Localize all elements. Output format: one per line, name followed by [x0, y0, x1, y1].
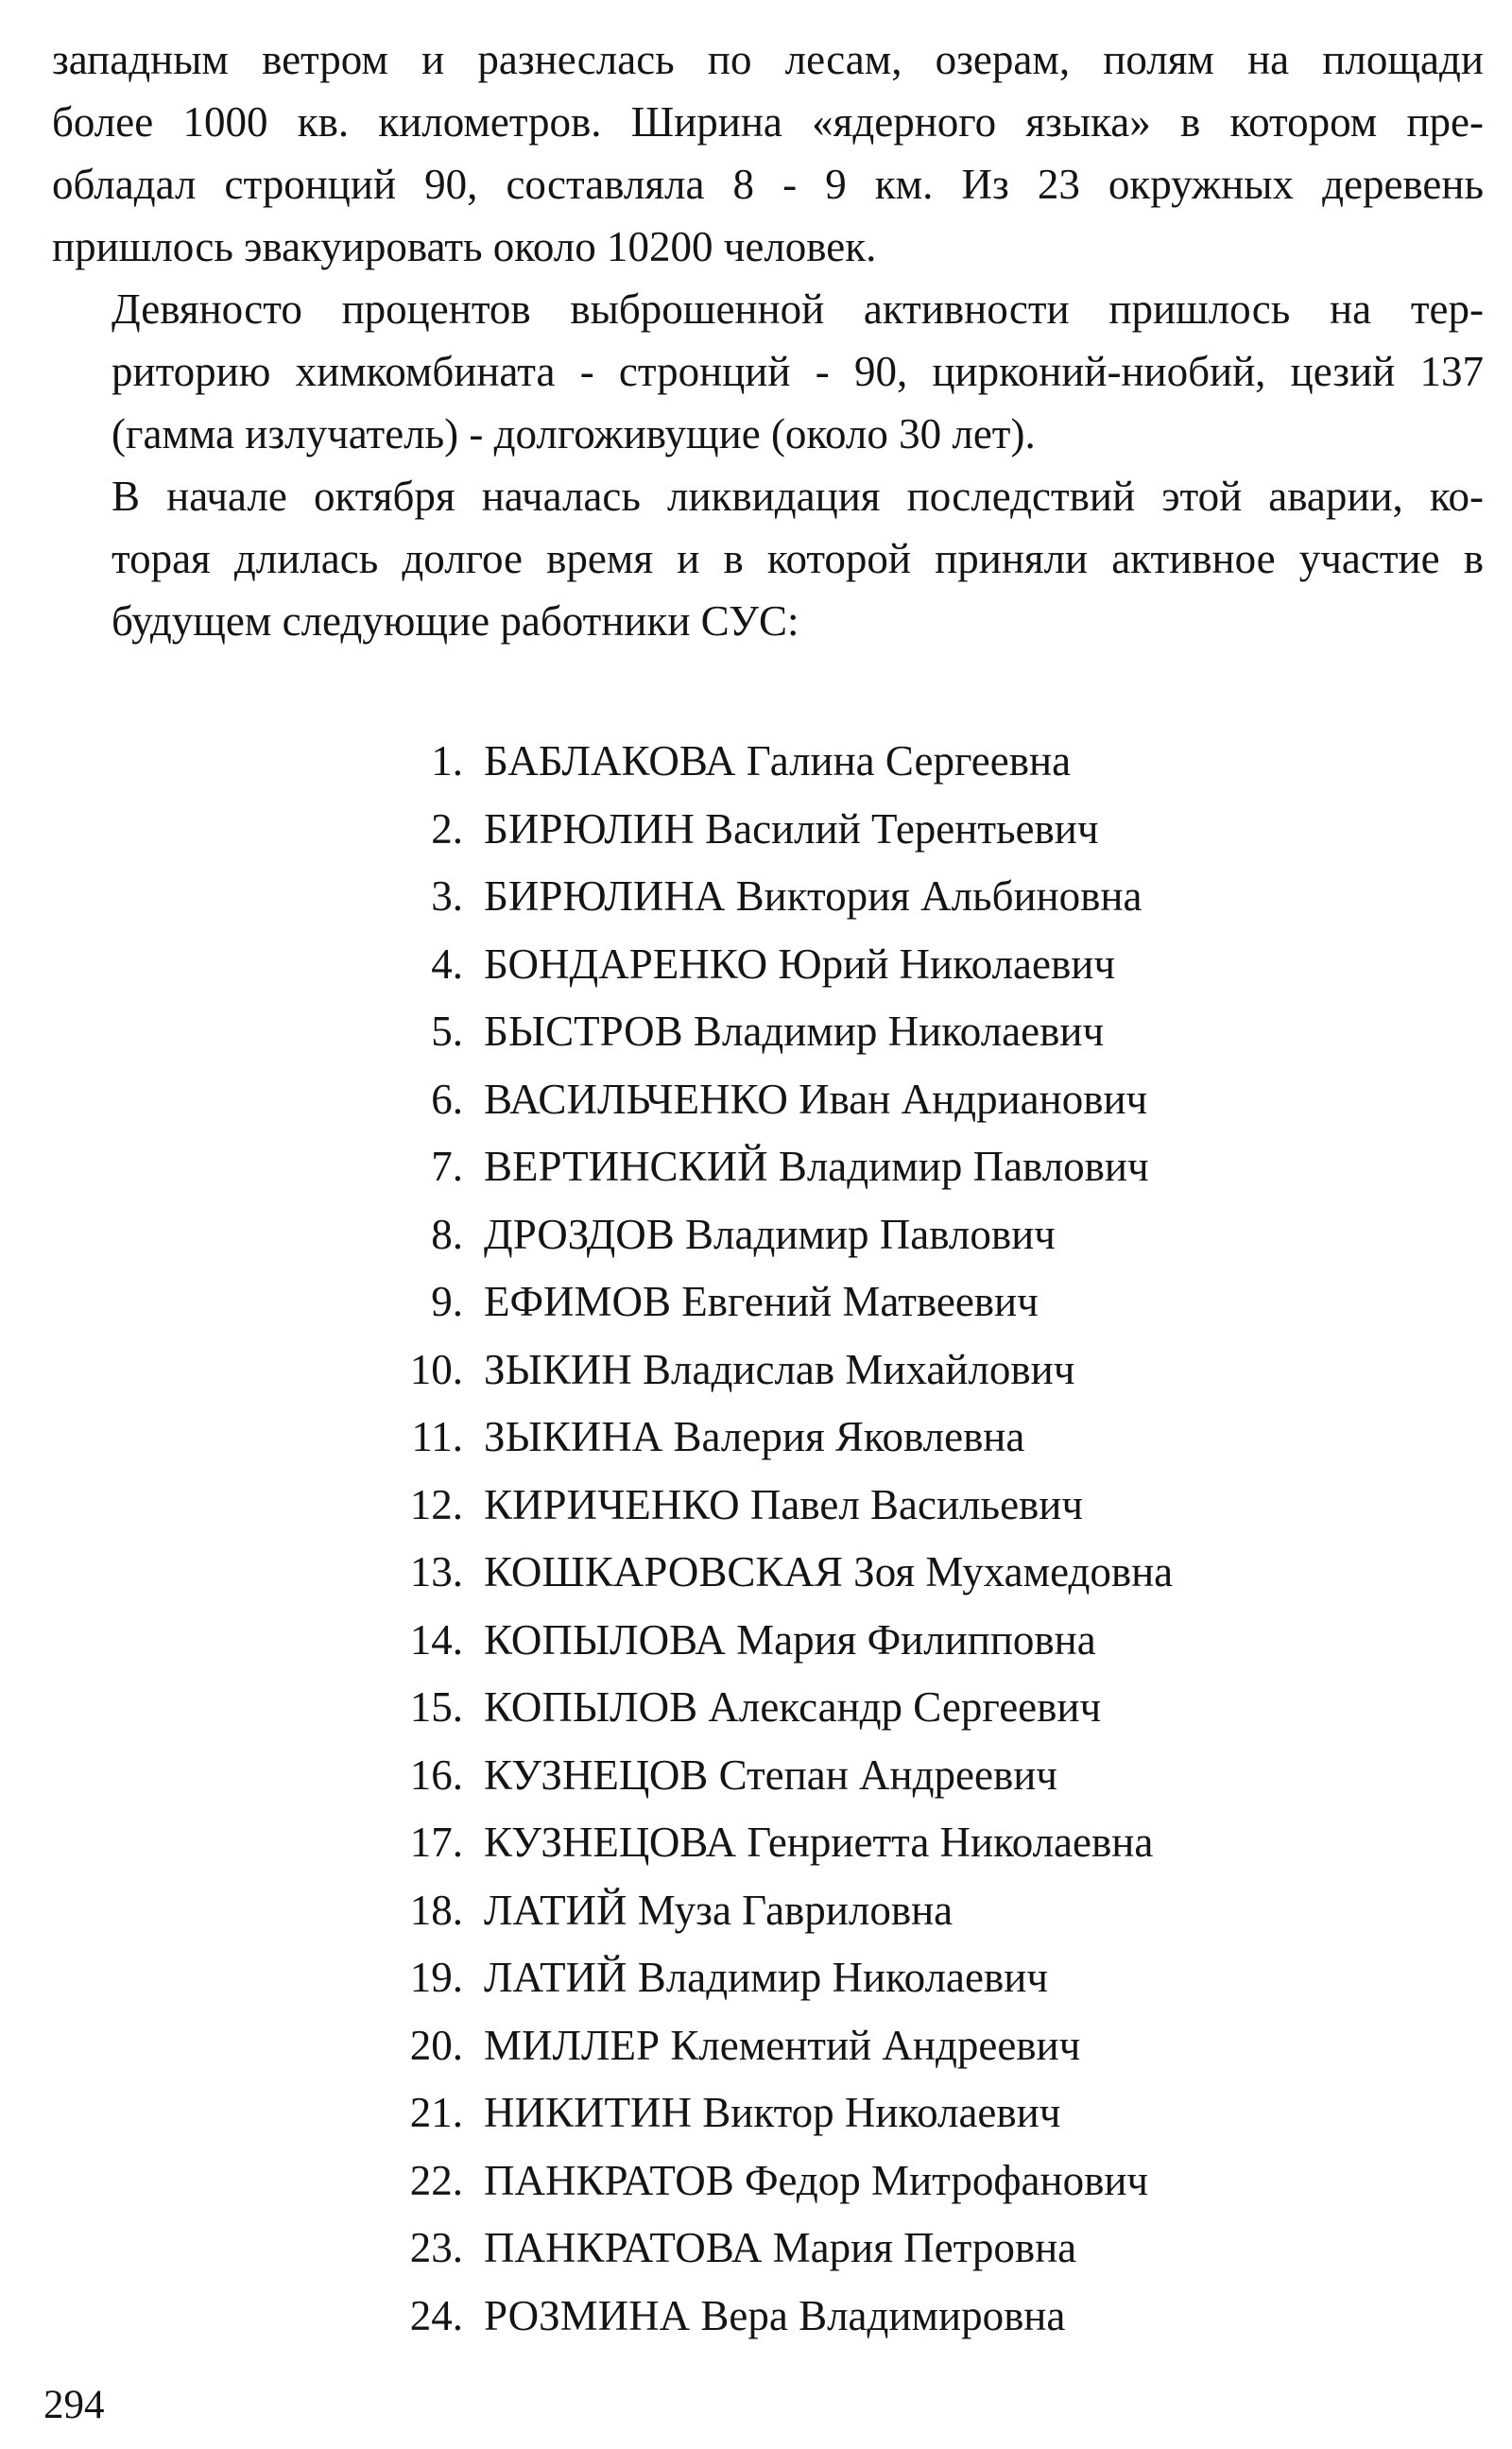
list-item-number: 4. [431, 940, 463, 988]
list-item-number: 19. [409, 1954, 463, 2001]
list-item-name: ЕФИМОВ Евгений Матвеевич [484, 1278, 1039, 1325]
text-line: обладал стронций 90, составляла 8 - 9 км. Из 23 окружных деревень [52, 161, 1484, 208]
page-number: 294 [43, 2383, 105, 2427]
list-item [397, 931, 1173, 999]
list-item [397, 1337, 1173, 1405]
list-item-name: ЗЫКИН Владислав Михайлович [484, 1345, 1075, 1393]
list-item [397, 1607, 1173, 1675]
list-item-name: ДРОЗДОВ Владимир Павлович [484, 1210, 1056, 1258]
list-item-number: 14. [409, 1615, 463, 1664]
list-item-number: 16. [409, 1751, 463, 1799]
text-line: Девяносто процентов выброшенной активности пришлось на тер- [112, 285, 1484, 333]
list-item-name: БАБЛАКОВА Галина Сергеевна [484, 737, 1072, 785]
list-item [397, 1877, 1173, 1945]
text-line: пришлось эвакуировать около 10200 человек. [52, 223, 877, 270]
list-item-name: БИРЮЛИНА Виктория Альбиновна [484, 872, 1143, 920]
paragraph [52, 465, 1484, 652]
list-item-name: ВЕРТИНСКИЙ Владимир Павлович [484, 1143, 1149, 1190]
list-item [397, 1674, 1173, 1742]
list-item [397, 1268, 1173, 1337]
list-item-name: БЫСТРОВ Владимир Николаевич [484, 1008, 1105, 1055]
list-item-name: КОШКАРОВСКАЯ Зоя Мухамедовна [484, 1548, 1174, 1595]
list-item-number: 13. [409, 1548, 463, 1595]
list-item-number: 11. [411, 1413, 463, 1460]
list-item-number: 12. [409, 1480, 463, 1528]
list-item-name: МИЛЛЕР Клементий Андреевич [484, 2021, 1081, 2069]
list-item [397, 2012, 1173, 2080]
list-item-name: НИКИТИН Виктор Николаевич [484, 2089, 1061, 2136]
list-item [397, 1809, 1173, 1877]
text-line: риторию химкомбината - стронций - 90, цирконий-ниобий, цезий 137 [112, 348, 1484, 395]
list-item [397, 1066, 1173, 1134]
list-item [397, 2147, 1173, 2216]
list-item-number: 5. [431, 1008, 463, 1055]
list-item [397, 1944, 1173, 2012]
list-item-number: 8. [431, 1210, 463, 1258]
list-item [397, 1133, 1173, 1201]
list-item [397, 2215, 1173, 2283]
list-item-name: РОЗМИНА Вера Владимировна [484, 2291, 1066, 2339]
list-item-name: ПАНКРАТОВА Мария Петровна [484, 2224, 1077, 2271]
list-item-number: 6. [431, 1075, 463, 1123]
list-item-number: 23. [409, 2224, 463, 2271]
text-line: будущем следующие работники СУС: [112, 597, 799, 645]
list-item-number: 17. [409, 1819, 463, 1866]
list-item-number: 15. [409, 1683, 463, 1731]
text-line: более 1000 кв. километров. Ширина «ядерного языка» в котором пре- [52, 98, 1484, 146]
list-item-number: 10. [409, 1345, 463, 1393]
list-item-name: КИРИЧЕНКО Павел Васильевич [484, 1480, 1083, 1528]
list-item-name: БИРЮЛИН Василий Терентьевич [484, 804, 1099, 853]
text-line: западным ветром и разнеслась по лесам, озерам, полям на площади [52, 36, 1484, 83]
list-item-number: 9. [431, 1278, 463, 1325]
paragraph [52, 28, 1484, 278]
list-item [397, 998, 1173, 1066]
text-line: торая длилась долгое время и в которой приняли активное участие в [112, 535, 1484, 582]
list-item-number: 3. [431, 872, 463, 920]
list-item-number: 20. [409, 2021, 463, 2069]
text-line: В начале октября началась ликвидация последствий этой аварии, ко- [112, 473, 1484, 520]
list-item [397, 728, 1173, 796]
list-item-number: 22. [409, 2156, 463, 2204]
list-item-name: ВАСИЛЬЧЕНКО Иван Андрианович [484, 1075, 1148, 1123]
list-item [397, 863, 1173, 931]
list-item-name: КОПЫЛОВА Мария Филипповна [484, 1615, 1096, 1664]
list-item-number: 21. [409, 2089, 463, 2136]
list-item-name: ПАНКРАТОВ Федор Митрофанович [484, 2156, 1149, 2204]
list-item-number: 24. [409, 2291, 463, 2339]
list-item-number: 1. [431, 737, 463, 785]
list-item-number: 7. [431, 1143, 463, 1190]
list-item [397, 1201, 1173, 1269]
list-item-name: КОПЫЛОВ Александр Сергеевич [484, 1683, 1102, 1731]
list-item [397, 2079, 1173, 2147]
list-item-name: БОНДАРЕНКО Юрий Николаевич [484, 940, 1115, 988]
list-item-name: ЛАТИЙ Муза Гавриловна [484, 1886, 954, 1934]
list-item-name: КУЗНЕЦОВА Генриетта Николаевна [484, 1819, 1154, 1866]
list-item [397, 1539, 1173, 1607]
list-item-number: 18. [409, 1886, 463, 1934]
list-item [397, 1472, 1173, 1540]
text-line: (гамма излучатель) - долгоживущие (около 30 лет). [112, 410, 1036, 457]
list-item [397, 796, 1173, 864]
participant-list [397, 728, 1173, 2350]
list-item [397, 1404, 1173, 1472]
list-item-name: ЗЫКИНА Валерия Яковлевна [484, 1413, 1025, 1460]
list-item [397, 1742, 1173, 1810]
list-item-number: 2. [431, 804, 463, 853]
list-item-name: ЛАТИЙ Владимир Николаевич [484, 1954, 1048, 2001]
list-item [397, 2283, 1173, 2351]
body-text [52, 28, 1484, 652]
paragraph [52, 278, 1484, 465]
list-item-name: КУЗНЕЦОВ Степан Андреевич [484, 1751, 1057, 1799]
